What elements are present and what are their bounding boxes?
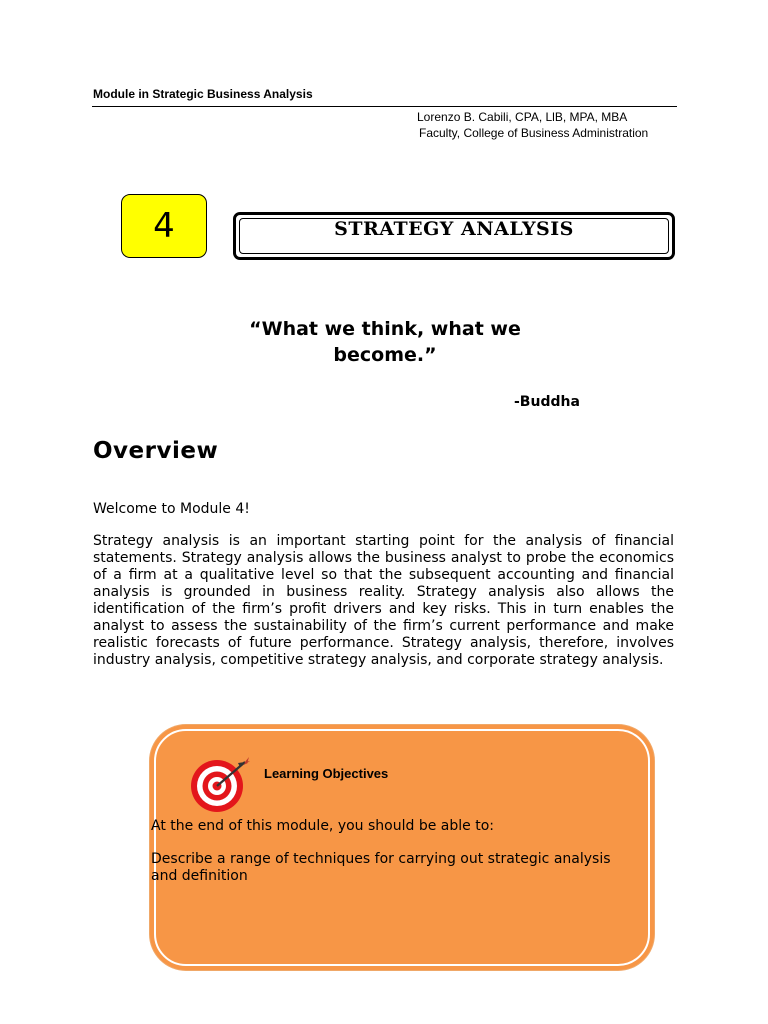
learning-objective-item: Describe a range of techniques for carrying out strategic analysis and definition xyxy=(151,851,611,884)
quote-line-1: “What we think, what we xyxy=(249,318,521,340)
module-title: STRATEGY ANALYSIS xyxy=(334,218,574,240)
quote-line-2: become.” xyxy=(333,344,437,366)
module-title-frame xyxy=(233,212,675,260)
module-title-inner-frame xyxy=(239,218,669,254)
epigraph-quote xyxy=(200,316,570,368)
welcome-text: Welcome to Module 4! xyxy=(93,501,250,517)
header-divider xyxy=(92,106,677,107)
module-header-title: Module in Strategic Business Analysis xyxy=(93,87,313,101)
overview-heading: Overview xyxy=(93,438,219,464)
author-block xyxy=(417,109,648,141)
learning-objectives-intro: At the end of this module, you should be able to: xyxy=(151,818,494,834)
author-affiliation: Faculty, College of Business Administration xyxy=(419,126,649,140)
target-icon xyxy=(186,754,252,814)
learning-objectives-label: Learning Objectives xyxy=(264,766,389,781)
author-name: Lorenzo B. Cabili, CPA, LlB, MPA, MBA xyxy=(417,110,628,124)
overview-paragraph: Strategy analysis is an important starting point for the analysis of financial statements. Strategy analysis allows the business analyst to probe the economics of a firm at a qualitative level so that the subsequent accounting and financial analysis is grounded in business reality. Strategy analysis also allows the identification of the firm’s profit drivers and key risks. This in turn enables the analyst to assess the sustainability of the firm’s current performance and make realistic forecasts of future performance. Strategy analysis, therefore, involves industry analysis, competitive strategy analysis, and corporate strategy analysis. xyxy=(93,533,674,668)
quote-attribution: -Buddha xyxy=(514,394,580,410)
module-number-badge: 4 xyxy=(121,194,207,258)
